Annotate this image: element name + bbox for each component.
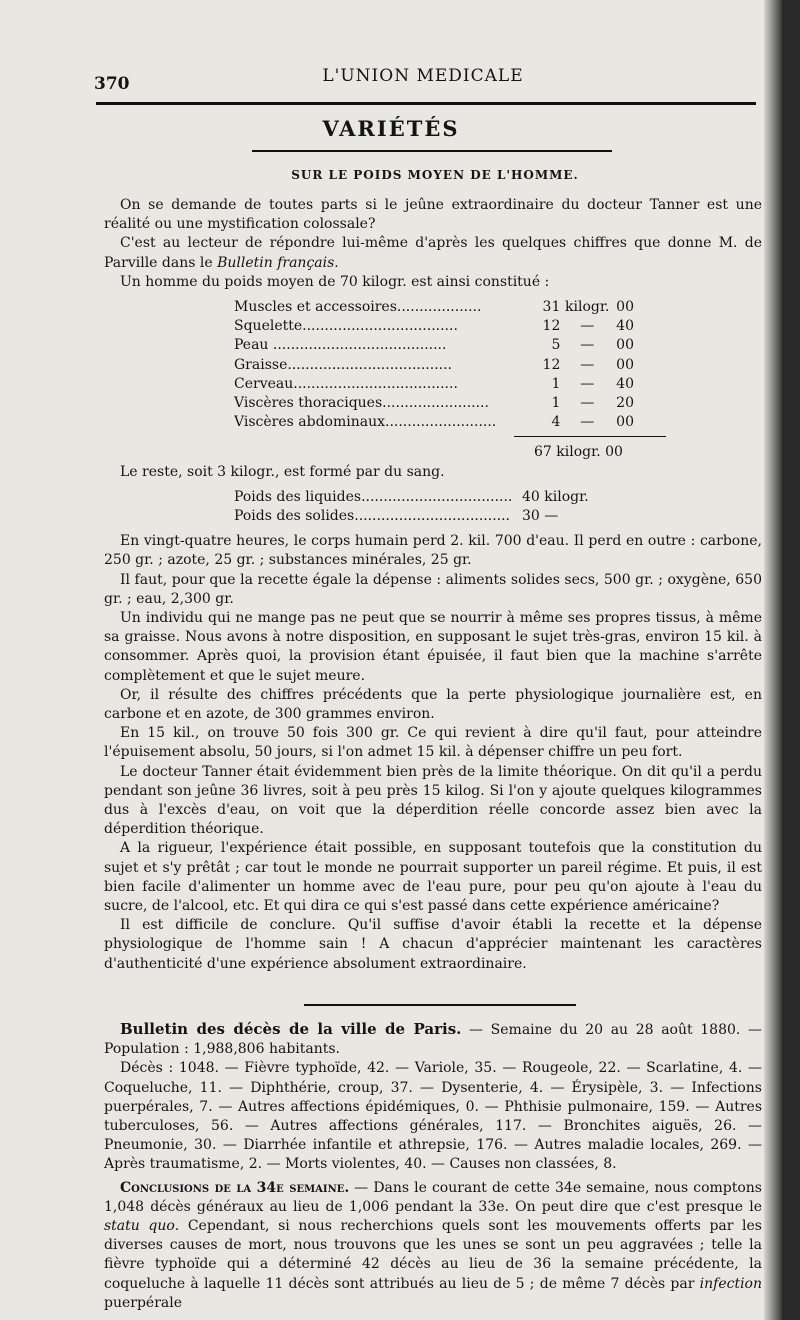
running-header — [90, 66, 756, 94]
section-title: VARIÉTÉS — [322, 116, 460, 141]
table-row: Viscères abdominaux......................... 4 — 00 — [234, 414, 634, 431]
page-edge — [764, 0, 782, 1320]
paragraph: Il faut, pour que la recette égale la dépense : aliments solides secs, 500 gr. ; oxygène, 650 gr. ; eau, 2,300 gr. — [104, 571, 762, 607]
table-row: Peau ....................................... 5 — 00 — [234, 337, 634, 354]
paragraph: Le reste, soit 3 kilogr., est formé par du sang. — [120, 463, 445, 480]
table-row: Cerveau..................................... 1 — 40 — [234, 375, 634, 392]
header-rule — [96, 102, 756, 105]
paragraph: Décès : 1048. — Fièvre typhoïde, 42. — Variole, 35. — Rougeole, 22. — Scarlatine, 4. — Coqueluche, 11. — Diphthérie, croup, 37. — Dysenterie, 4. — Érysipèle, 3. — Infections puerpérales, 7. — Autres affections épidémiques, 0. — Phthisie pulmonaire, 159. — Autres tuberculoses, 56. — Autres affections générales, 117. — Bronchites aiguës, 26. — Pneumonie, 30. — Diarrhée infantile et athrepsie, 176. — Autres maladie locales, 269. — Après traumatisme, 2. — Morts violentes, 40. — Causes non classées, 8. — [104, 1060, 762, 1173]
section-rule — [252, 150, 612, 152]
paragraph: Or, il résulte des chiffres précédents que la perte physiologique journalière est, en carbone et en azote, de 300 grammes environ. — [104, 686, 762, 722]
paragraph: On se demande de toutes parts si le jeûne extraordinaire du docteur Tanner est une réalité ou une mystification colossale? — [104, 197, 762, 233]
paragraph: Un individu qui ne mange pas ne peut que se nourrir à même ses propres tissus, à même sa graisse. Nous avons à notre disposition, en supposant le sujet très-gras, environ 15 kil. à consommer. Après quoi, la provision étant épuisée, il faut bien que la machine s'arrête complètement et que le sujet meure. — [104, 609, 762, 684]
paragraph: En 15 kil., on trouve 50 fois 300 gr. Ce qui revient à dire qu'il faut, pour atteindre l'épuisement absolu, 50 jours, si l'on admet 15 kil. à dépenser chiffre un peu fort. — [104, 725, 762, 761]
table-row: Viscères thoraciques........................ 1 — 20 — [234, 394, 634, 411]
table-row: Poids des solides................................... 30 — — [234, 507, 559, 524]
paragraph: Un homme du poids moyen de 70 kilogr. est ainsi constitué : — [120, 273, 550, 290]
paragraph: Le docteur Tanner était évidemment bien près de la limite théorique. On dit qu'il a perdu pendant son jeûne 36 livres, soit à peu près 15 kilog. Si l'on y ajoute quelques kilogrammes dus à l'excès d'eau, on voit que la déperdition réelle concorde assez bien avec la déperdition théorique. — [104, 763, 762, 838]
page-number: 370 — [94, 74, 130, 94]
table-row: Poids des liquides.................................. 40 kilogr. — [234, 488, 589, 505]
paragraph: A la rigueur, l'expérience était possible, en supposant toutefois que la constitution du sujet et s'y prêtât ; car tout le monde ne pourrait supporter un pareil régime. Et puis, il est bien facile d'alimenter un homme avec de l'eau pure, pour peu qu'on ajoute à l'eau du sucre, de l'alcool, etc. Et qui dira ce qui s'est passé dans cette expérience américaine? — [104, 840, 762, 914]
article-subtitle: SUR LE POIDS MOYEN DE L'HOMME. — [291, 168, 579, 182]
bulletin-section — [104, 1020, 762, 1313]
sum-rule — [514, 436, 666, 437]
composition-table — [234, 298, 634, 432]
journal-title: L'UNION MEDICALE — [322, 66, 524, 86]
article-body — [104, 196, 762, 974]
liquids-solids-table — [234, 488, 634, 526]
table-row: Muscles et accessoires................... 31 kilogr. 00 — [234, 299, 634, 316]
table-total: 67 kilogr. 00 — [534, 444, 623, 461]
paragraph: En vingt-quatre heures, le corps humain perd 2. kil. 700 d'eau. Il perd en outre : carbone, 250 gr. ; azote, 25 gr. ; substances minérales, 25 gr. — [104, 533, 762, 569]
bulletin-heading: Bulletin des décès de la ville de Paris. — Semaine du 20 au 28 août 1880. — Population : 1,988,806 habitants. — [104, 1020, 762, 1058]
paragraph: Conclusions de la 34e semaine. — Dans le courant de cette 34e semaine, nous comptons 1,048 décès généraux au lieu de 1,006 pendant la 33e. On peut dire que c'est presque le statu quo. Cependant, si nous recherchions quels sont les mouvements offerts par les diverses causes de mort, nous trouvons que les unes se sont un peu aggravées ; telle la fièvre typhoïde qui a déterminé 42 décès au lieu de 36 la semaine précédente, la coqueluche à laquelle 11 décès sont attribués au lieu de 5 ; de même 7 décès par infection puerpérale — [104, 1179, 762, 1311]
table-row: Graisse..................................... 12 — 00 — [234, 356, 634, 373]
separator-rule — [304, 1004, 576, 1006]
paragraph: Il est difficile de conclure. Qu'il suffise d'avoir établi la recette et la dépense physiologique de l'homme sain ! A chacun d'apprécier maintenant les caractères d'authenticité d'une expérience absolument extraordinaire. — [104, 917, 762, 972]
table-row: Squelette................................... 12 — 40 — [234, 318, 634, 335]
paragraph: C'est au lecteur de répondre lui-même d'après les quelques chiffres que donne M. de Parville dans le Bulletin français. — [104, 235, 762, 271]
